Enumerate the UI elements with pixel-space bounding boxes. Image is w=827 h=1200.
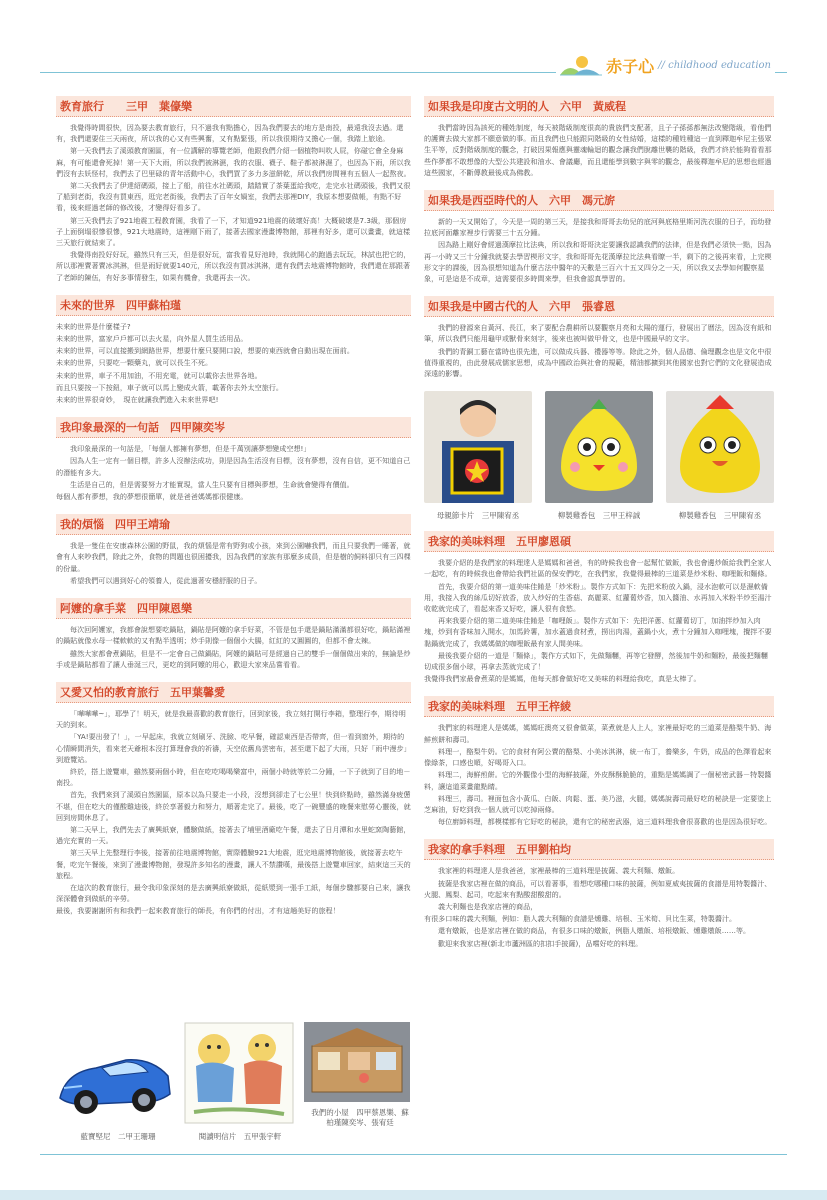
student-artwork-row <box>56 1022 411 1147</box>
article-title: 我印象最深的一句話 四甲陳奕岑 <box>56 417 411 438</box>
article-ancient-china <box>424 296 774 379</box>
paragraph: 我家裡的料理達人是我爸爸，家裡最棒的三道料理是披薩、義大利麵、燉飯。 <box>438 866 680 876</box>
paragraph: 未來的世界，只要吃一顆藥丸，就可以長生不死。 <box>56 358 213 368</box>
photo-card <box>424 391 532 521</box>
paragraph: 「YA!要出發了！」，一早起床，我就立刻刷牙、洗臉、吃早餐，確認東西是否帶齊，但一看到窗外，期待的心情瞬間消失，看來老天爺根本沒打算理會我的祈禱，天空依舊烏雲密布，甚至還下起了大雨，只好「雨中漫步」到遊覽站。 <box>56 732 411 764</box>
cardboard-house-photo <box>304 1022 410 1102</box>
paragraph: 雖然大家都會煮鍋貼，但是不一定會自己做鍋貼，阿嬤的鍋貼可是經過自己的雙手一個個做出來的，無論是炒手或是鍋貼都看了讓人垂涎三尺，更吃的到阿嬤的用心，歡迎大家來品嘗看看。 <box>56 648 411 669</box>
article-title: 如果我是中國古代的人 六甲 張睿恩 <box>424 296 774 317</box>
paragraph: 每位廚師料理，都模樣都有它好吃的秘訣，還有它的秘密武器，這三道料理我會很喜歡的也是因為很好吃。 <box>438 817 772 827</box>
article-title: 教育旅行 三甲 葉儫樂 <box>56 96 411 117</box>
article-signature-dishes-liu <box>424 839 774 948</box>
article-future-world <box>56 295 411 405</box>
paragraph: 生活是自己的，但是需要努力才能實現，當人生只要有目標與夢想，生命就會變得有價值。 <box>70 479 354 489</box>
artwork-caption: 藍寶堅尼 二甲王珊珊 <box>80 1132 156 1141</box>
paragraph: 未來的世界，富家戶戶都可以去火星，向外星人買生活用品。 <box>56 334 248 344</box>
paragraph: 因為人生一定有一個目標，許多人沒辦法成功，則是因為生活沒有目標，沒有夢想，沒有自信，更不知道自己的潛能有多大。 <box>56 456 411 477</box>
left-column <box>56 96 411 929</box>
article-ancient-india <box>424 96 774 178</box>
photo-caption: 柳製雞香包 三甲陳宥丞 <box>678 511 762 521</box>
artwork-caption: 我們的小屋 四甲蔡恩樂、蘇柏瑾陳奕岑、張宥廷 <box>311 1108 409 1127</box>
article-family-dishes-wang <box>424 696 774 827</box>
hills-sun-icon <box>560 55 602 77</box>
article-education-trip-3a <box>56 96 411 283</box>
article-title: 我家的美味料理 五甲廖恩碩 <box>424 531 774 552</box>
paragraph: 第三天早上先整理行李後，接著前往地震博物館，實際體驗921大地震，逛完地震博物館後，就接著去吃午餐，吃完午餐後，來到了漫畫博物館，發現許多知名的漫畫，讓人不禁讚嘆，最後搭上遊覽車回家，結束這三天的旅程。 <box>56 848 411 880</box>
paragraph: 我覺得時間很快，因為要去教育旅行，只不過我有點擔心，因為我們要去的地方是南投，最遠我沒去過。還有，我們還要住三天兩夜，所以我的心又有些興奮，又有點緊張，所以我很期待又擔心一個，我踏上旅途。 <box>56 123 404 144</box>
article-title: 我家的美味料理 五甲王梓綾 <box>424 696 774 717</box>
photo-card <box>545 391 653 521</box>
paragraph: 第二天我們去了伊達紹碼頭，接上了船，前往水社碼頭，踏踏實了茶葉蛋給我吃，走完水社碼頭後，我們又很了船到老街，我沒有買東西，逛完老街後，我們去了百年女媧室，我們去那裡DIY，我原本想要做帳，有點不好看，後來經過老師的修改後，才變得好看多了。 <box>56 181 411 213</box>
paragraph: 我是一隻住在安康森林公園的野鼠，我的煩惱是常有野狗或小孩，來到公園嚇我們，而且只要我們一睡著，就會有人來吵我們，除此之外，食物的問題也很困擾我，因為我們的家族有那麼多成員，但是樹的飼料卻只有三四棵的份量。 <box>56 541 411 573</box>
photo-caption: 母親節卡片 三甲陳宥丞 <box>436 511 520 521</box>
chick-sachet-photo <box>666 391 774 503</box>
article-title: 如果我是西亞時代的人 六甲 馮元旂 <box>424 190 774 211</box>
article-west-asia <box>424 190 774 284</box>
article-title: 阿嬤的拿手菜 四甲陳恩樂 <box>56 598 411 619</box>
article-my-worries <box>56 514 411 586</box>
paragraph: 首先，我要介紹的第一道美味佳餚是「炒米粉」。製作方式如下：先把米粉放入鍋，浸水泡軟可以是濕軟備用，我接入我的絲瓜切好放香，放入炒好的生香菇、高麗菜、紅蘿蔔炒香，加入醬油、水再加入米粉半炒至湯汁收乾就完成了，看起來香又好吃，讓人很有食慾。 <box>424 581 772 614</box>
paragraph: 我覺得我們家最會煮菜的是媽媽，他每天都會做好吃又美味的料理給我吃，真是太棒了。 <box>424 674 701 684</box>
paragraph: 最後我要介紹的一道是「麵條」，製作方式如下，先做麵糰，再等它發酵，然後加牛奶和麵粉，最後把麵糰切成很多個小球，再拿去蒸就完成了！ <box>424 650 768 672</box>
article-grandma-dish <box>56 598 411 670</box>
article-title: 我家的拿手料理 五甲劉柏均 <box>424 839 774 860</box>
mothers-day-card-photo <box>424 391 532 503</box>
paragraph: 未來的世界很奇妙， 現在就讓我們進入未來世界吧! <box>56 395 219 405</box>
article-family-dishes-liao <box>424 531 774 684</box>
paragraph: 「嘩嘩嘩~」，耶學了！明天，就是我最喜歡的教育旅行，回到家後，我立刻打開行李箱，整理行李，期待明天的到來。 <box>56 708 406 730</box>
paragraph: 最後，我要謝謝所有和我們一起來教育旅行的師長，有你們的付出，才有這趟美好的旅程！ <box>56 906 340 916</box>
paragraph: 還有燉飯，也是家店裡在做的商品，有很多口味的燉飯，例脂人燉飯、培根燉飯、燻雞燉飯……等。 <box>438 926 751 936</box>
paragraph: 義大利麵也是我家店裡的商品， <box>438 901 538 911</box>
article-education-trip-5a <box>56 682 411 917</box>
paragraph: 我們的青銅工藝在當時也很先進，可以做成兵器、禮器等等。除此之外，個人品德、倫理觀念也是文化中很值得重視的，由此發展成儒家思想，成為中國政治與社會的規範，精油都擴到其他國家也對它們的文化發展造成深遠的影響。 <box>424 346 772 379</box>
paragraph: 每次回阿嬤家，我都會說想要吃鍋貼，鍋貼是阿嬤的拿手好菜，不管是包手還是鍋貼滿滿都很好吃，鍋貼滿裡的鍋貼就像水母一樣軟軟的又有點半透明；炒手則像一個個小大腸，紅紅的又圓圓的，但都不會太辣。 <box>56 625 411 646</box>
paragraph: 料理三，壽司。裡面包含小黃瓜、白飯、肉鬆、蛋、美乃滋，火腿，媽媽說壽司最好吃的秘訣是一定要塗上芝麻油，好吃到我一個人就可以吃掉兩條。 <box>424 793 772 814</box>
paragraph: 披薩是我家店裡在做的商品，可以看著事，看想吃哪種口味的披薩，例如夏威夷披薩的食譜是用特製醬汁、火腿、鳳梨、起司，吃起來有點酸甜酸甜的。 <box>424 878 772 899</box>
footer-bar <box>0 1190 827 1200</box>
paragraph: 料理二，海鮮煎餅。它的外觀像小型的海鮮披薩，外皮酥酥脆脆的，重點是媽媽調了一個秘密武器－特製醬料，讓這道菜畫龍點睛。 <box>424 770 772 791</box>
paragraph: 我覺得南投好好玩，雖然只有三天，但是很好玩，富我看見好池時，我就開心的跑過去玩玩，林試也把它的，所以那裡賣著賣冰淇淋，但是雨好就要140元，所以我沒有買冰淇淋，還有我們去地震博物館時，我們還在那跟著了老師的陳伍，有好多事情發生，如果有機會，我還再去一次。 <box>56 250 411 282</box>
photo-card <box>666 391 774 521</box>
paragraph: 歡迎來我家店裡(新北市蘆洲區的扣扣手披薩)，品嚐好吃的料理。 <box>438 938 643 948</box>
article-memorable-quote <box>56 417 411 502</box>
paragraph: 第三天我們去了921地震工程教育園，我看了一下，才知道921地震的破壞好高！大概破壞是7.3級，那個房子上面倒塌很慘很慘，921大地震時，這裡剛下雨了，接著去國家漫畫博物館，那裡有好多，還可以畫畫，就這樣三天旅行就結束了。 <box>56 215 411 248</box>
logo-subtitle: // childhood education <box>658 60 771 71</box>
paragraph: 我們的發源來自黃河、長江，來了要配合農耕所以要觀察月亮和太陽的運行，發展出了曆法，因為沒有紙和筆，所以我們只能用龜甲或獸骨來刻字，後來也被叫做甲骨文，也是中國最早的文字。 <box>424 323 772 344</box>
paragraph: 未來的世界，車子不用加油，不用充電，就可以載你去世界各地。 <box>56 370 262 380</box>
logo-title: 赤子心 <box>606 57 655 76</box>
lamborghini-drawing <box>56 1042 174 1120</box>
paragraph: 未來的世界，可以直接搬到網路世界，想要什麼只要開口說，想要的東西就會自動出現在面前。 <box>56 346 354 356</box>
paragraph: 有很多口味的義大利麵，例如：脂人義大利麵的食譜是燻雞、培根、玉米筍、貝比生菜，特製醬汁。 <box>424 914 737 924</box>
photo-caption: 柳製雞香包 三甲王梓誠 <box>557 511 641 521</box>
paragraph: 我要介紹的是我們家的料理達人是媽媽和爸爸，有的時候我也會一起幫忙做飯，我也會邊炒飯給我們全家人一起吃，有的時候我也會帶給我們社區的保安們吃，在我們家，我覺得最棒的三道菜是炒米粉、咖哩飯和麵條。 <box>424 558 772 579</box>
paragraph: 在這次的教育旅行，最令我印象深刻的是去廣興紙寮做紙，從紙漿到一張手工紙，每個步驟都要自己來，讓我深深體會到做紙的辛勞。 <box>56 882 411 904</box>
paragraph: 希望我們可以遇到好心的領養人，從此過著安穩舒服的日子。 <box>70 575 262 585</box>
paragraph: 終於，搭上遊覽車，雖然要兩個小時，但在吃吃喝喝樂富中，兩個小時就等於二分鐘，一下子就到了目的地－南投。 <box>56 766 411 788</box>
paragraph: 新的一天又開始了，今天是一周的第三天，是接我和哥哥去幼兒的底河與底格里斯河洗衣服的日子，而幼發拉底河面離家裡步行需要三十五分鐘。 <box>424 217 772 238</box>
paragraph: 我們當時因為該死的種姓制度，每天被階級制度很高的貴族們支配著，且子子孫孫都無法改變階級，看他們的護寶去做大家都不願意做的事。而且我們也只能跟同階級的女性結婚，這樣的種姓種這一直到釋迦牟尼主張眾生平等，反對階級制度的觀念，打破因果報應與靈魂輪迴的觀念讓我們脫離世襲的階級，我們才終於能夠看看那些作夢都不敢想像的大型公共建設和油水、會議廳，而且還能學到數字與零的觀念，最後釋迦牟尼的思想也經過這些國家，不斷傳教最後成為佛教。 <box>424 123 772 177</box>
paragraph: 每個人都有夢想，我的夢想很簡單，就是爸爸媽媽都很健康。 <box>56 492 248 502</box>
artwork-caption: 閱讀明信片 五甲張宇軒 <box>198 1132 282 1141</box>
footer-rule <box>40 1154 787 1155</box>
paragraph: 首先，我們來到了溪頭自然園區，原本以為只要走一小段，沒想到卻走了七公里！快到終點時，雖然滿身疲憊不堪，但在吃大的僅酸雞迪後，終於享著毅力和努力，順著走完了。最後，吃了一碗豐盛的晚餐來慰勞心靈後，就回到房間休息了。 <box>56 790 411 822</box>
article-title: 我的煩惱 四甲王靖瑜 <box>56 514 411 535</box>
paragraph: 我們家的料理達人是媽媽，媽媽旺澳亮又很會做菜，菜煮就是人上人，家裡最好吃的三道菜是酪梨牛奶、海鮮煎餅和壽司。 <box>424 723 772 744</box>
page-header <box>0 52 827 80</box>
chick-sachet-photo <box>545 391 653 503</box>
paragraph: 第二天早上，我們先去了廣興紙寮，體驗做紙，接著去了埔里酒廠吃午餐，還去了日月潭和水里蛇窯陶藝館，過完充實的一天。 <box>56 824 411 846</box>
paragraph: 未來的世界是什麼樣子? <box>56 321 131 331</box>
article-title: 未來的世界 四甲蘇柏瑾 <box>56 295 411 316</box>
paragraph: 第一天我們去了溪頭教育園區，有一位講解的導覽老師，他跟我們介紹一個植物叫吹人屁，你碰它會全身麻麻，有可能還會死掉！第一天下大雨，所以我們被淋濕，我的衣服、襪子、鞋子都被淋濕了，也因為下雨，所以我們沒有去妖怪村，我們去了巴里碌的青年活動中心，我們買了多力多滋餅乾，所以我們房間裡有五個人一起熬夜。 <box>56 146 411 178</box>
paragraph: 再來我要介紹的第二道美味佳餚是「咖哩飯」。製作方式如下：先把洋蔥、紅蘿蔔切丁，加油拌炒加入肉塊，炒到有香味加入開水，加馬鈴薯，加水蓋過食材煮，撈出肉湯，蓋鍋小火，煮十分鐘加入咖哩塊，攪拌不要黏鍋就完成了，我媽媽做的咖哩飯最有家人間美味。 <box>424 616 772 648</box>
paragraph: 我印象最深的一句話是，「每個人都擁有夢想，但是千萬別讓夢想變成空想!」 <box>70 444 311 454</box>
craft-photo-row <box>424 391 774 521</box>
brand-logo <box>556 54 775 77</box>
paragraph: 因為路上剛好會經過漢摩拉比法典，所以我和哥哥決定要讓我認識我們的法律，但是我們必須快一點，因為再一小時又三十分鐘我就要去學習楔形文字，我和哥哥先花漢摩拉比法典看瞭一半，剩下的之後再來看，上完楔形文字的課後，因為很想知道為什麼古法中醫年的天數是三百六十五又四分之一天，所以我又去學如何觀察星象，可是這是不成章，這需要很多時間來學，但我會認真學習的。 <box>424 240 772 284</box>
article-title: 又愛又怕的教育旅行 五甲葉馨愛 <box>56 682 411 703</box>
paragraph: 而且只要按一下按鈕，車子就可以馬上變成火箭，載著你去外太空旅行。 <box>56 382 283 392</box>
paragraph: 料理一，酪梨牛奶。它的食材有阿公賣的酪梨、小美冰淇淋，統一布丁，養樂多，牛奶，成品的色澤看起來像綠茶，口感也順，好喝哥入口。 <box>424 746 772 768</box>
postcard-drawing <box>184 1022 294 1124</box>
right-column <box>424 96 774 961</box>
article-title: 如果我是印度古文明的人 六甲 黃威程 <box>424 96 774 117</box>
